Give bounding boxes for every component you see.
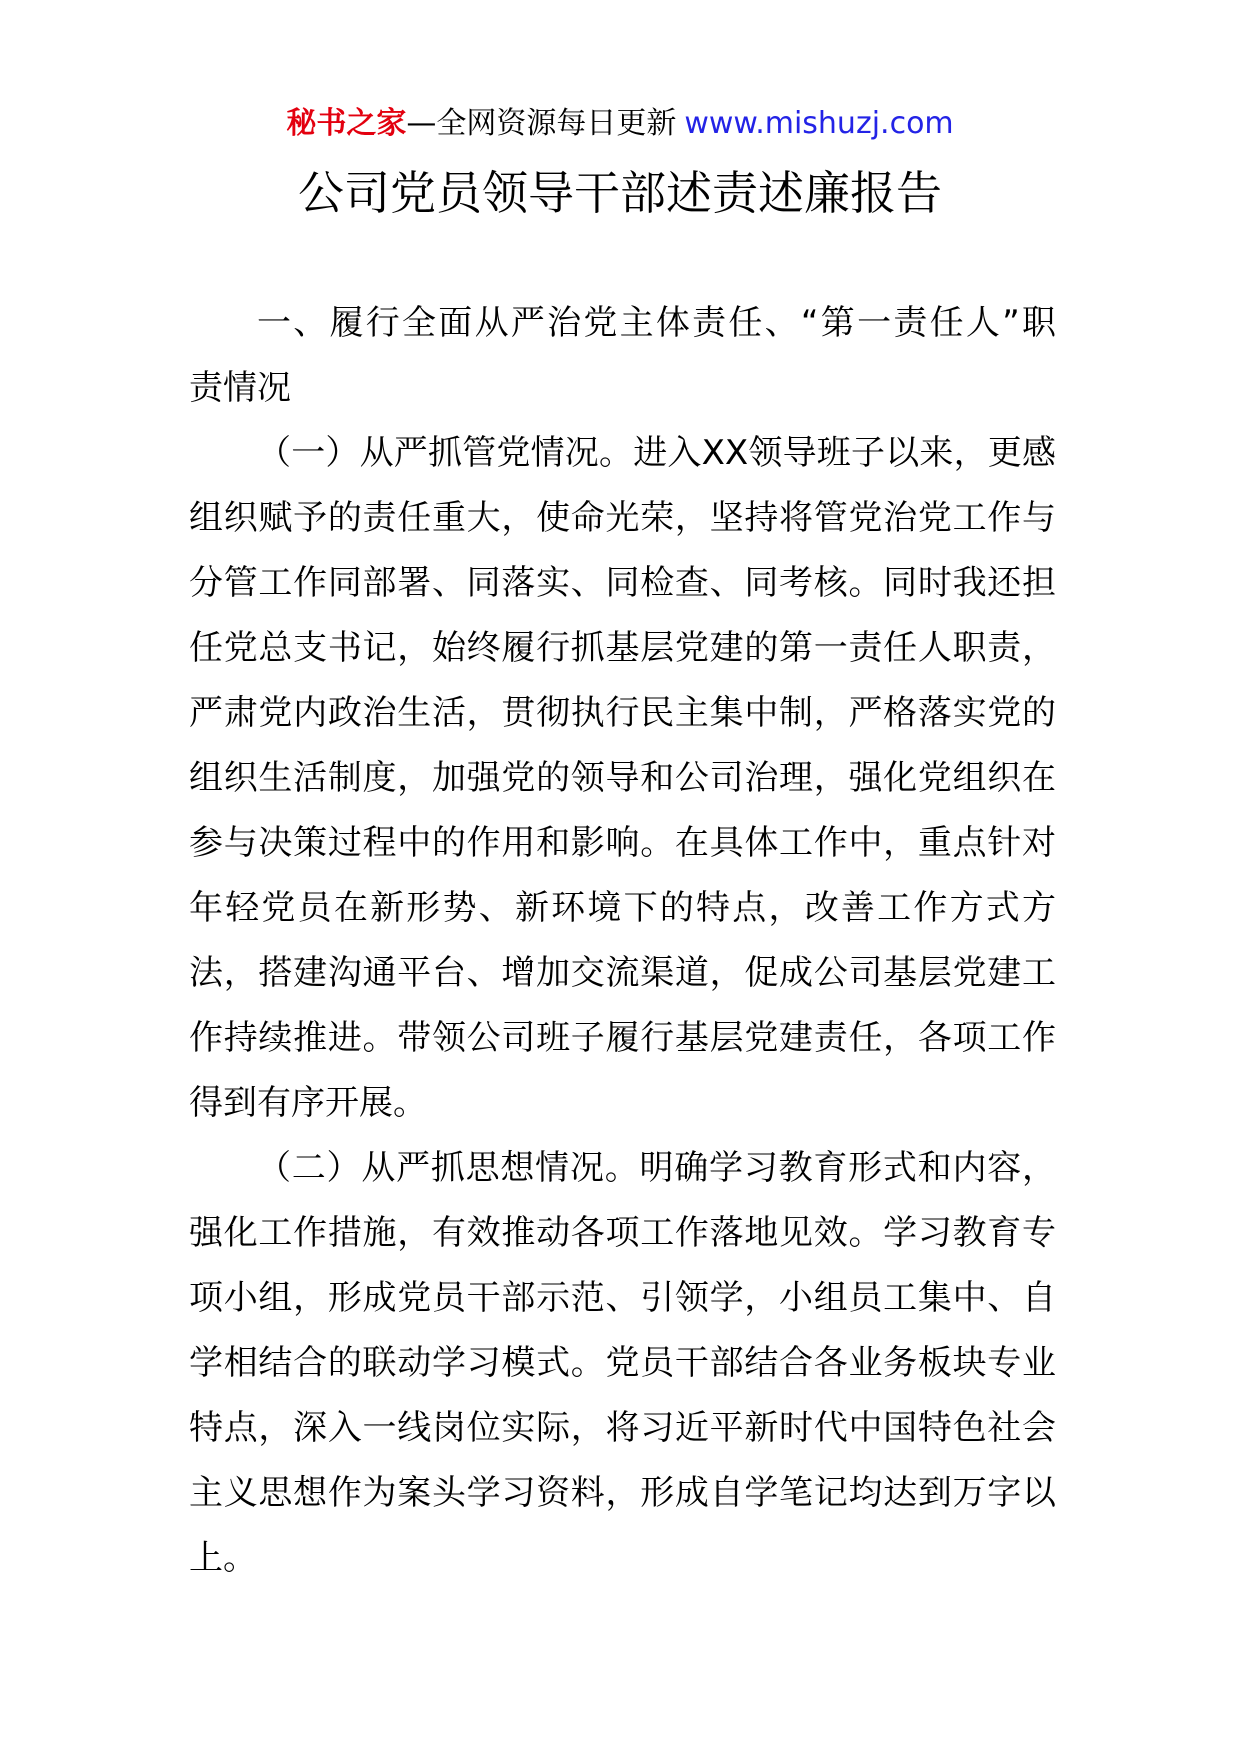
paragraph-line: 组织生活制度，加强党的领导和公司治理，强化党组织在 (189, 758, 1056, 798)
paragraph-line: 学相结合的联动学习模式。党员干部结合各业务板块专业 (189, 1343, 1056, 1383)
site-header (0, 104, 1240, 144)
paragraph-line: 一、履行全面从严治党主体责任、“第一责任人”职 (257, 303, 1056, 343)
document-title: 公司党员领导干部述责述廉报告 (298, 166, 942, 220)
section-heading-paragraph (189, 291, 1056, 421)
paragraph-line: 上。 (189, 1538, 257, 1578)
document-body (189, 291, 1056, 1591)
paragraph-line: 严肃党内政治生活，贯彻执行民主集中制，严格落实党的 (189, 693, 1056, 733)
paragraph-line: 参与决策过程中的作用和影响。在具体工作中，重点针对 (189, 823, 1056, 863)
paragraph-line: 责情况 (189, 368, 291, 408)
site-url: www.mishuzj.com (684, 106, 954, 141)
paragraph-line: 得到有序开展。 (189, 1083, 427, 1123)
paragraph-line: 特点，深入一线岗位实际，将习近平新时代中国特色社会 (189, 1408, 1056, 1448)
paragraph-line: 分管工作同部署、同落实、同检查、同考核。同时我还担 (189, 563, 1056, 603)
paragraph-line: 主义思想作为案头学习资料，形成自学笔记均达到万字以 (189, 1473, 1056, 1513)
paragraph-line: （一）从严抓管党情况。进入XX领导班子以来，更感 (257, 433, 1056, 473)
paragraph-line: （二）从严抓思想情况。明确学习教育形式和内容， (257, 1148, 1056, 1188)
paragraph-line: 任党总支书记，始终履行抓基层党建的第一责任人职责， (189, 628, 1056, 668)
paragraph-line: 组织赋予的责任重大，使命光荣，坚持将管党治党工作与 (189, 498, 1056, 538)
paragraph-line: 作持续推进。带领公司班子履行基层党建责任，各项工作 (189, 1018, 1056, 1058)
paragraph-line: 强化工作措施，有效推动各项工作落地见效。学习教育专 (189, 1213, 1056, 1253)
paragraph-party-management (189, 421, 1056, 1136)
paragraph-line: 项小组，形成党员干部示范、引领学，小组员工集中、自 (189, 1278, 1056, 1318)
brand-name: 秘书之家 (286, 106, 407, 141)
paragraph-line: 年轻党员在新形势、新环境下的特点，改善工作方式方 (189, 888, 1056, 928)
paragraph-line: 法，搭建沟通平台、增加交流渠道，促成公司基层党建工 (189, 953, 1056, 993)
header-tagline: —全网资源每日更新 (406, 106, 677, 141)
paragraph-ideology (189, 1136, 1056, 1591)
